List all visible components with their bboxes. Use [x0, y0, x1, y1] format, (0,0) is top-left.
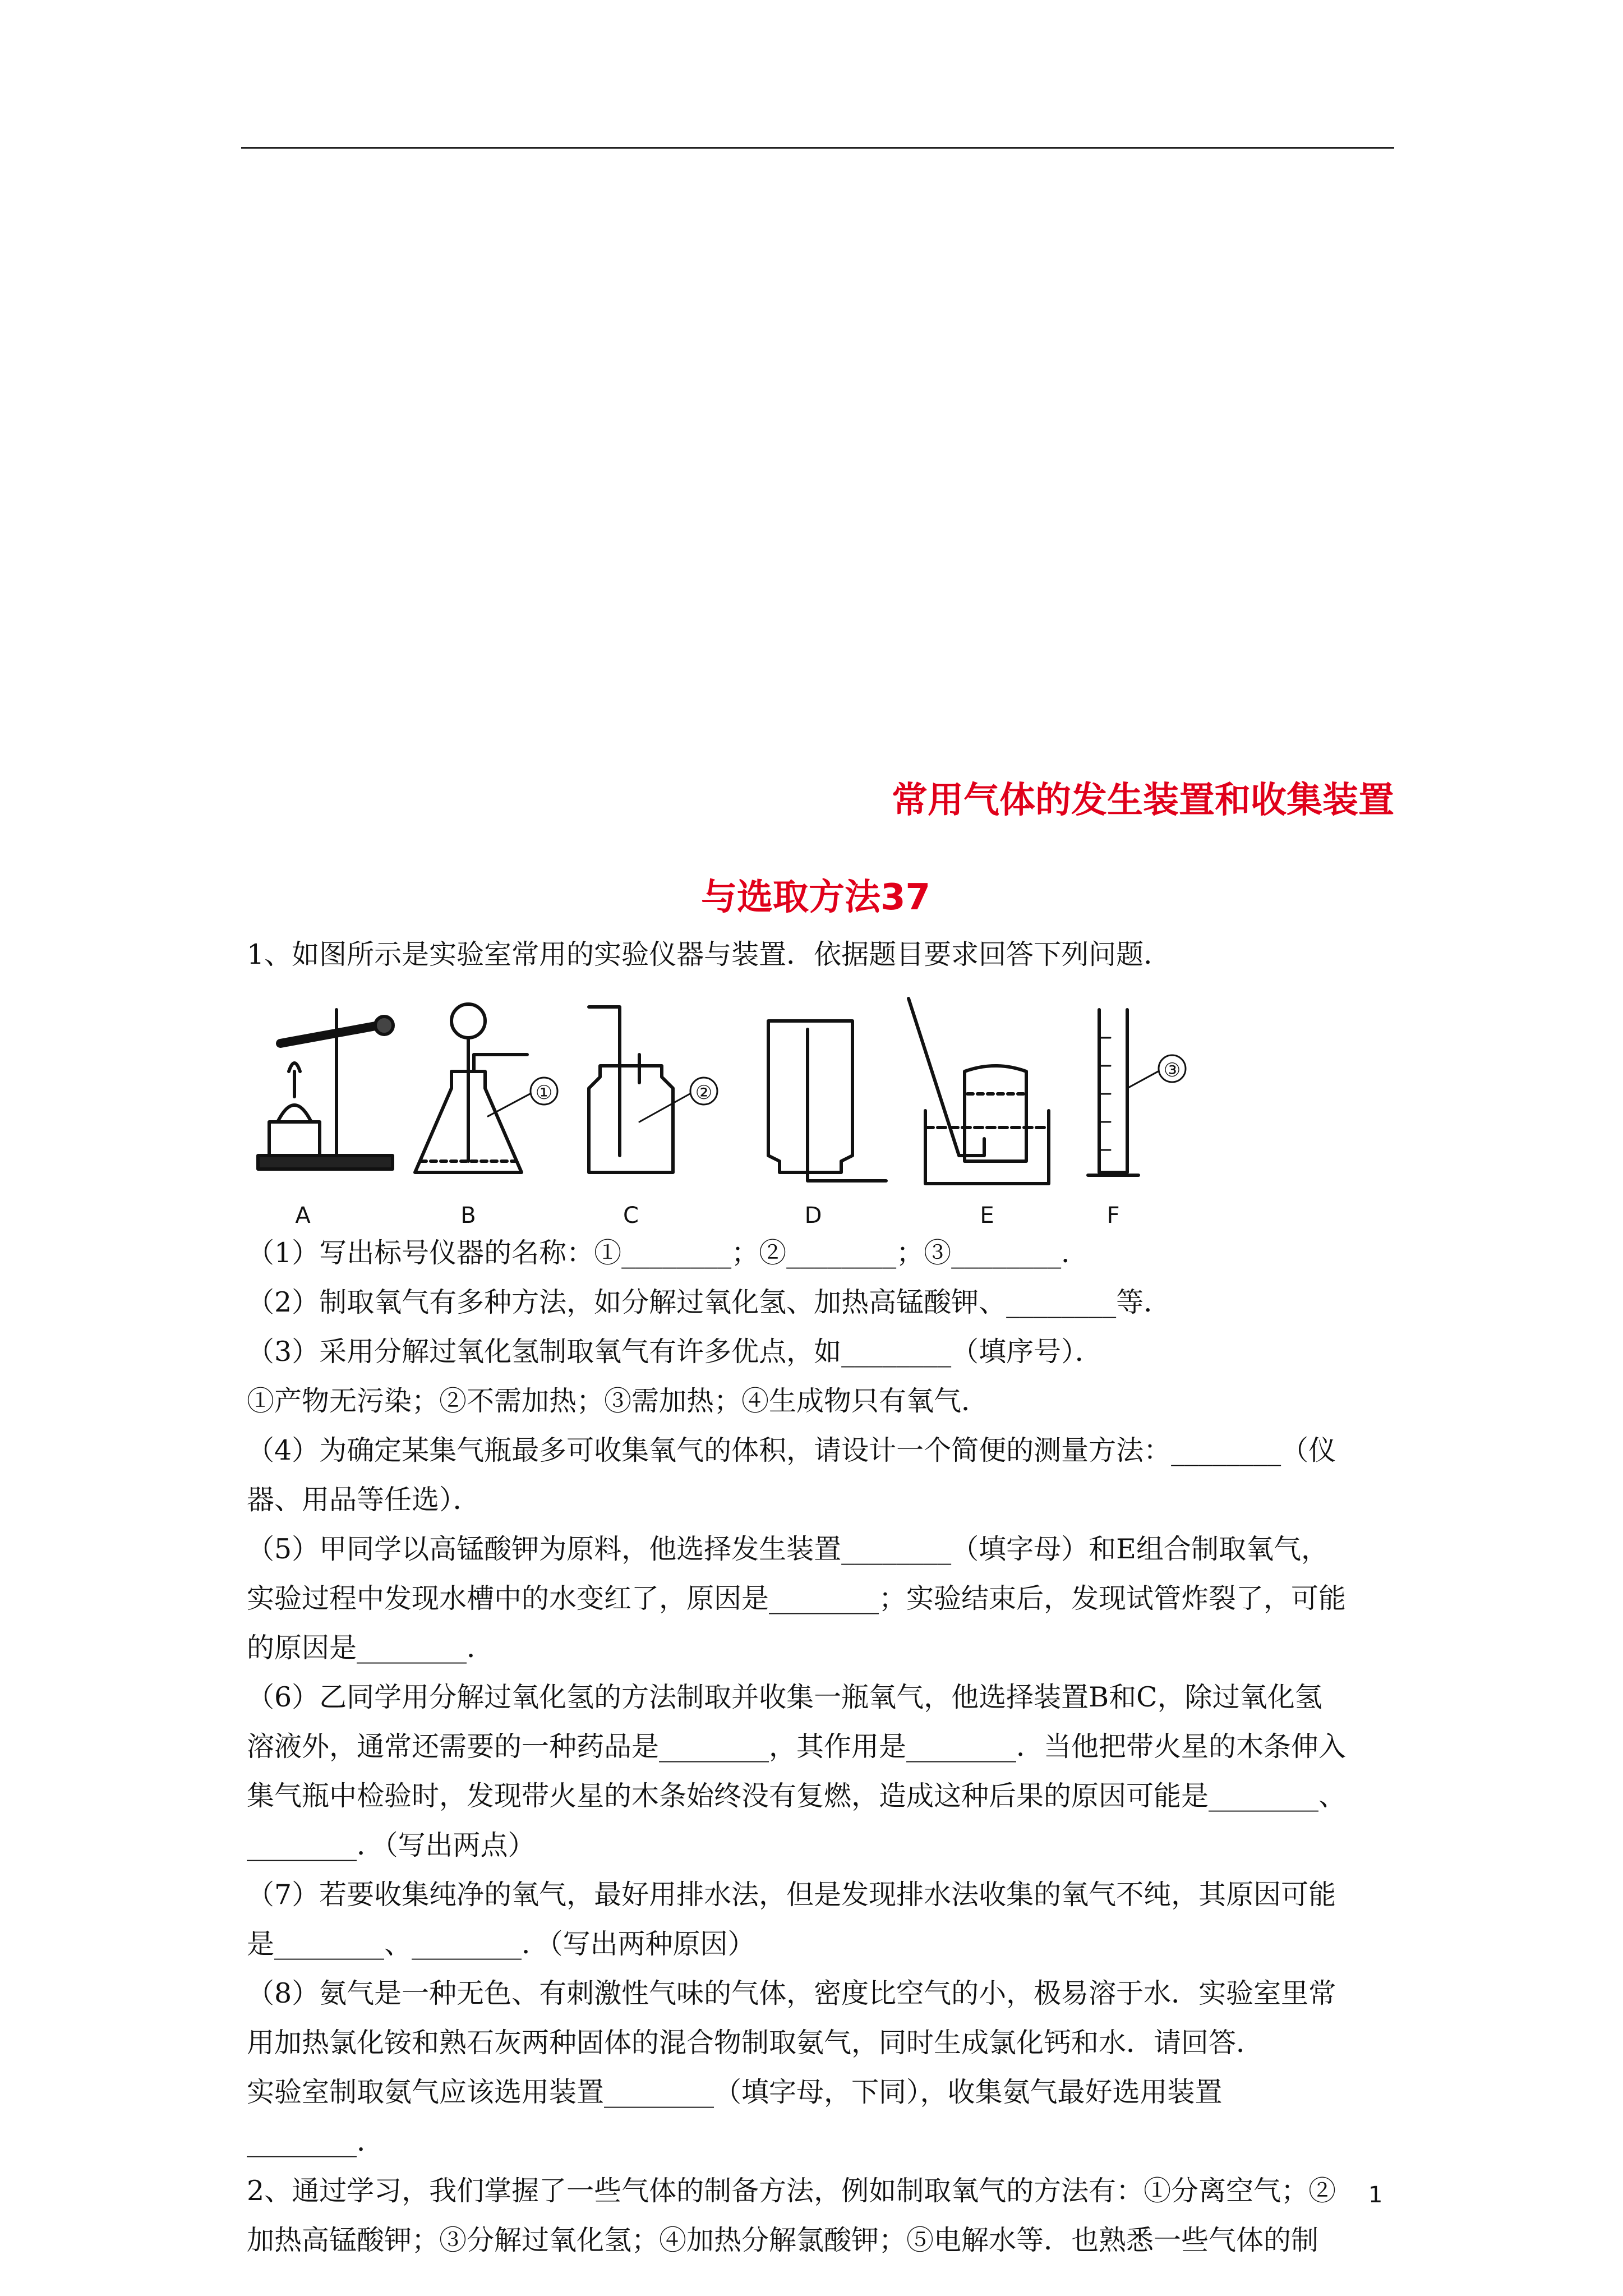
text-line: （6）乙同学用分解过氧化氢的方法制取并收集一瓶氧气，他选择装置B和C，除过氧化氢	[247, 1681, 1322, 1713]
callout-1: ①	[535, 1082, 553, 1104]
text-line: （5）甲同学以高锰酸钾为原料，他选择发生装置________（填字母）和E组合制取氧气，	[247, 1533, 1329, 1565]
text-line: 2、通过学习，我们掌握了一些气体的制备方法，例如制取氧气的方法有：①分离空气；②	[247, 2175, 1336, 2207]
label-f: F	[1106, 1203, 1120, 1228]
apparatus-figure	[247, 976, 1200, 1240]
text-line: 1、如图所示是实验室常用的实验仪器与装置．依据题目要求回答下列问题．	[247, 938, 1172, 970]
text-line: 器、用品等任选）．	[247, 1484, 481, 1516]
header-rule	[241, 147, 1394, 149]
label-b: B	[460, 1203, 476, 1228]
callout-3: ③	[1163, 1059, 1181, 1082]
text-line: （8）氨气是一种无色、有刺激性气味的气体，密度比空气的小，极易溶于水．实验室里常	[247, 1977, 1336, 2009]
text-line: 用加热氯化铵和熟石灰两种固体的混合物制取氨气，同时生成氯化钙和水．请回答．	[247, 2027, 1264, 2059]
text-line: ________．（写出两点）	[247, 1829, 536, 1861]
question-1-intro	[247, 930, 1394, 979]
apparatus-a	[258, 1010, 393, 1169]
label-a: A	[295, 1203, 311, 1228]
apparatus-f	[1088, 1010, 1186, 1175]
title-line-1: 常用气体的发生装置和收集装置	[892, 780, 1394, 821]
text-line: 实验过程中发现水槽中的水变红了，原因是________；实验结束后，发现试管炸裂了，可能	[247, 1582, 1347, 1614]
text-line: （3）采用分解过氧化氢制取氧气有许多优点，如________（填序号）．	[247, 1336, 1103, 1368]
text-line: ①产物无污染；②不需加热；③需加热；④生成物只有氧气．	[247, 1385, 989, 1417]
label-e: E	[980, 1203, 994, 1228]
text-line: 集气瓶中检验时，发现带火星的木条始终没有复燃，造成这种后果的原因可能是________、	[247, 1780, 1347, 1812]
text-line: ________．	[247, 2125, 385, 2157]
text-line: 溶液外，通常还需要的一种药品是________，其作用是________．当他把带火星的木条伸入	[247, 1731, 1347, 1763]
question-body	[247, 1228, 1394, 2265]
text-line: 实验室制取氨气应该选用装置________（填字母，下同），收集氨气最好选用装置	[247, 2076, 1223, 2108]
label-c: C	[623, 1203, 639, 1228]
page-number: 1	[1368, 2182, 1383, 2208]
text-line: （7）若要收集纯净的氧气，最好用排水法，但是发现排水法收集的氧气不纯，其原因可能	[247, 1879, 1336, 1911]
callout-2: ②	[695, 1082, 713, 1104]
text-line: （1）写出标号仪器的名称：①________；②________；③________．	[247, 1237, 1089, 1269]
title-line-2: 与选取方法37	[701, 877, 931, 918]
text-line: 加热高锰酸钾；③分解过氧化氢；④加热分解氯酸钾；⑤电解水等．也熟悉一些气体的制	[247, 2224, 1319, 2256]
text-line: （4）为确定某集气瓶最多可收集氧气的体积，请设计一个简便的测量方法：________（仪	[247, 1434, 1336, 1466]
text-line: 的原因是________．	[247, 1632, 495, 1664]
text-line: （2）制取氧气有多种方法，如分解过氧化氢、加热高锰酸钾、________等．	[247, 1286, 1172, 1318]
label-d: D	[804, 1203, 822, 1228]
apparatus-e	[909, 999, 1049, 1184]
text-line: 是________、________．（写出两种原因）	[247, 1928, 755, 1960]
apparatus-d	[768, 1021, 886, 1181]
